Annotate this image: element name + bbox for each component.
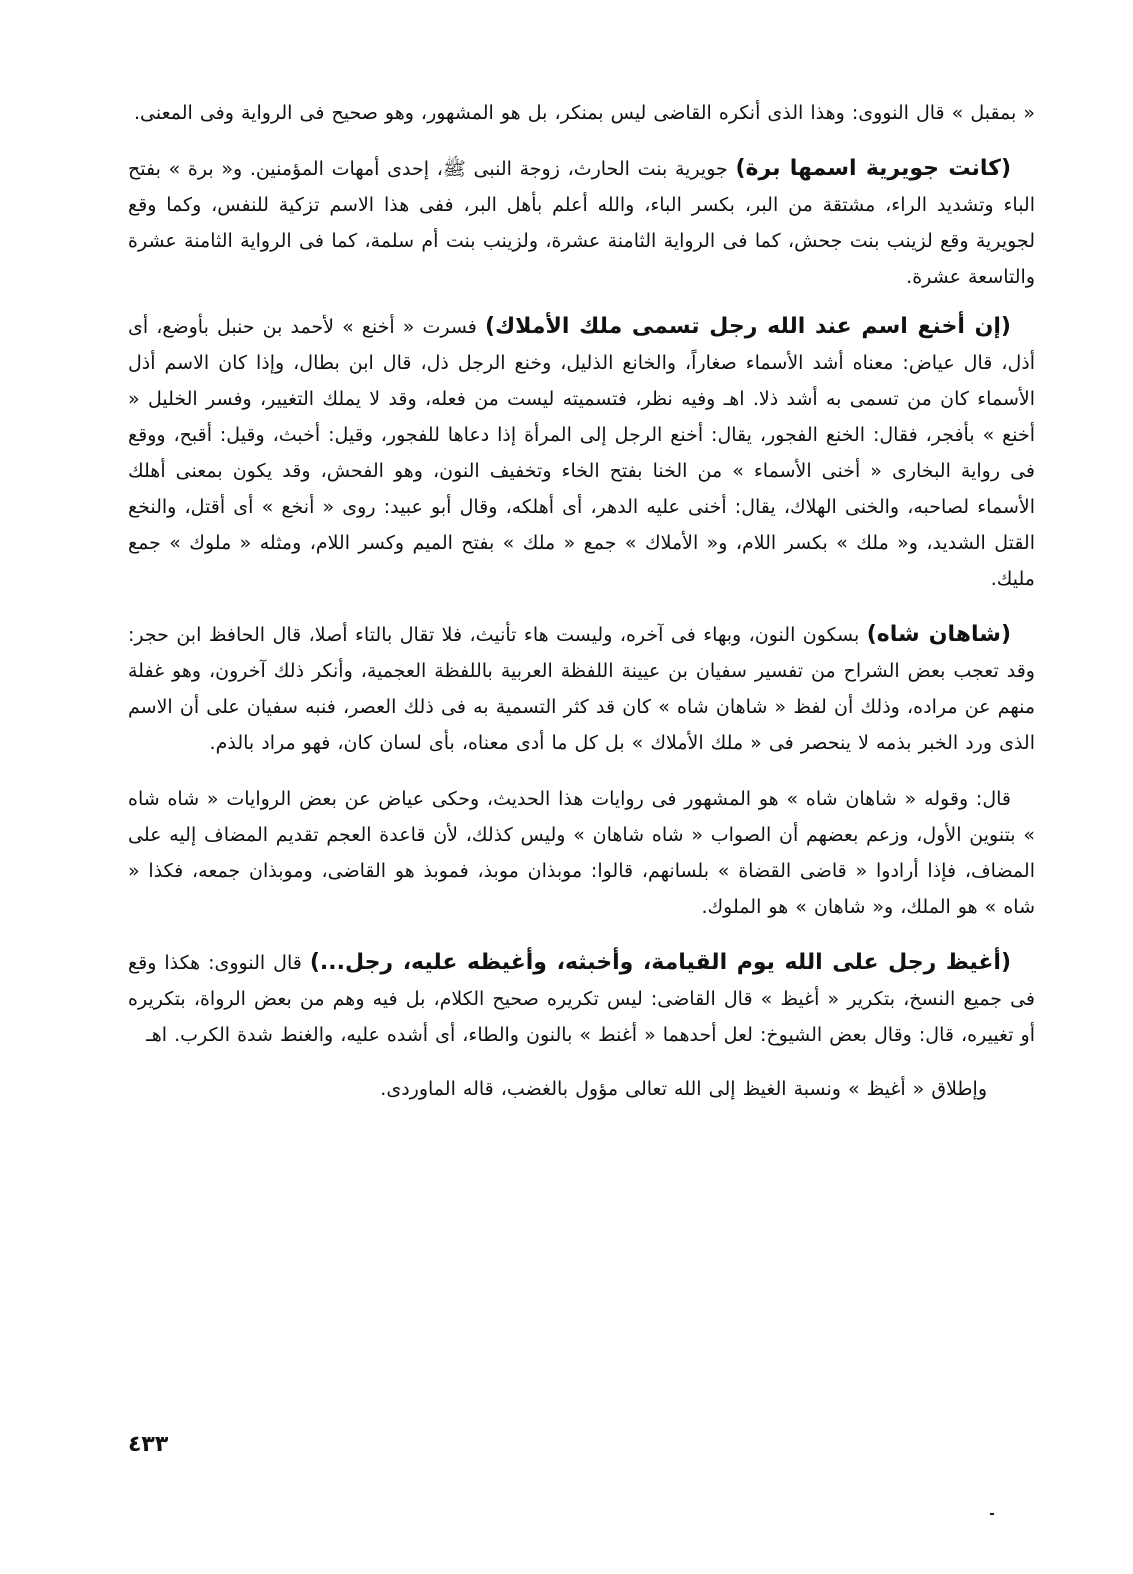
paragraph-shahan-shah bbox=[128, 617, 1035, 761]
paragraph-akhna-ism bbox=[128, 309, 1035, 597]
page-number: ٤٣٣ bbox=[128, 1432, 169, 1457]
lemma-heading: (أغيظ رجل على الله يوم القيامة، وأخبثه، وأغيظه عليه، رجل...) bbox=[309, 950, 1012, 975]
lemma-heading: (شاهان شاه) bbox=[866, 622, 1011, 647]
paragraph-aghyaz-rajul bbox=[128, 945, 1035, 1053]
lemma-heading: (إن أخنع اسم عند الله رجل تسمى ملك الأملاك) bbox=[484, 314, 1011, 339]
paragraph-text: قال: وقوله « شاهان شاه » هو المشهور فى روايات هذا الحديث، وحكى عياض عن بعض الروايات « شاه شاه » بتنوين الأول، وزعم بعضهم أن الصواب « شاه شاهان » وليس كذلك، لأن قاعدة العجم تقديم المضاف إليه على المضاف، فإذا أرادوا « قاضى القضاة » بلسانهم، قالوا: موبذان موبذ، فموبذ هو القاضى، وموبذان جمعه، فكذا « شاه » هو الملك، و« شاهان » هو الملوك. bbox=[128, 788, 1035, 918]
paragraph-text: قال النووى: هكذا وقع فى جميع النسخ، بتكرير « أغيظ » قال القاضى: ليس تكريره صحيح الكلام، بل فيه وهم من بعض الرواة، بتكريره أو تغييره، قال: وقال بعض الشيوخ: لعل أحدهما « أغنط » بالنون والطاء، أى أشده عليه، والغنط شدة الكرب. اهـ bbox=[128, 952, 1035, 1046]
scan-speck bbox=[990, 1513, 994, 1515]
paragraph-text: فسرت « أخنع » لأحمد بن حنبل بأوضع، أى أذل، قال عياض: معناه أشد الأسماء صغاراً، والخانع الذليل، وخنع الرجل ذل، قال ابن بطال، وإذا كان الاسم أذل الأسماء كان من تسمى به أشد ذلا. اهـ وفيه نظر، فتسميته ليست من فعله، وقد لا يملك التغيير، وفسر الخليل « أخنع » بأفجر، فقال: الخنع الفجور، يقال: أخنع الرجل إلى المرأة إذا دعاها للفجور، وقيل: أخبث، وقيل: أقبح، ووقع فى رواية البخارى « أخنى الأسماء » من الخنا بفتح الخاء وتخفيف النون، وهو الفحش، وقد يكون بمعنى أهلك الأسماء لصاحبه، والخنى الهلاك، يقال: أخنى عليه الدهر، أى أهلكه، وقال أبو عبيد: روى « أنخع » أى أقتل، والنخع القتل الشديد، و« ملك » بكسر اللام، و« الأملاك » جمع « ملك » بفتح الميم وكسر اللام، ومثله « ملوك » جمع مليك. bbox=[128, 316, 1035, 590]
paragraph-iyad-riwayat bbox=[128, 781, 1035, 925]
paragraph-text: جويرية بنت الحارث، زوجة النبى ﷺ، إحدى أمهات المؤمنين. و« برة » بفتح الباء وتشديد الراء، مشتقة من البر، بكسر الباء، والله أعلم بأهل البر، ففى هذا الاسم تزكية للنفس، وكما وقع لجويرية وقع لزينب بنت جحش، كما فى الرواية الثامنة عشرة، ولزينب بنت أم سلمة، كما فى الرواية الثامنة عشرة والتاسعة عشرة. bbox=[128, 158, 1035, 288]
document-page bbox=[128, 95, 1035, 1107]
paragraph-juwayriya bbox=[128, 151, 1035, 295]
paragraph-text: « بمقبل » قال النووى: وهذا الذى أنكره القاضى ليس بمنكر، بل هو المشهور، وهو صحيح فى الرواية وفى المعنى. bbox=[133, 102, 1035, 124]
paragraph-mawardi bbox=[128, 1071, 1035, 1107]
paragraph-text: وإطلاق « أغيظ » ونسبة الغيظ إلى الله تعالى مؤول بالغضب، قاله الماوردى. bbox=[380, 1078, 987, 1100]
paragraph-nawawi-muqbil bbox=[128, 95, 1035, 131]
lemma-heading: (كانت جويرية اسمها برة) bbox=[735, 156, 1012, 181]
paragraph-text: بسكون النون، وبهاء فى آخره، وليست هاء تأنيث، فلا تقال بالتاء أصلا، قال الحافظ ابن حجر: وقد تعجب بعض الشراح من تفسير سفيان بن عيينة اللفظة العربية باللفظة العجمية، وأنكر ذلك آخرون، وهو غفلة منهم عن مراده، وذلك أن لفظ « شاهان شاه » كان قد كثر التسمية به فى ذلك العصر، فنبه سفيان على أن الاسم الذى ورد الخبر بذمه لا ينحصر فى « ملك الأملاك » بل كل ما أدى معناه، بأى لسان كان، فهو مراد بالذم. bbox=[128, 624, 1035, 754]
